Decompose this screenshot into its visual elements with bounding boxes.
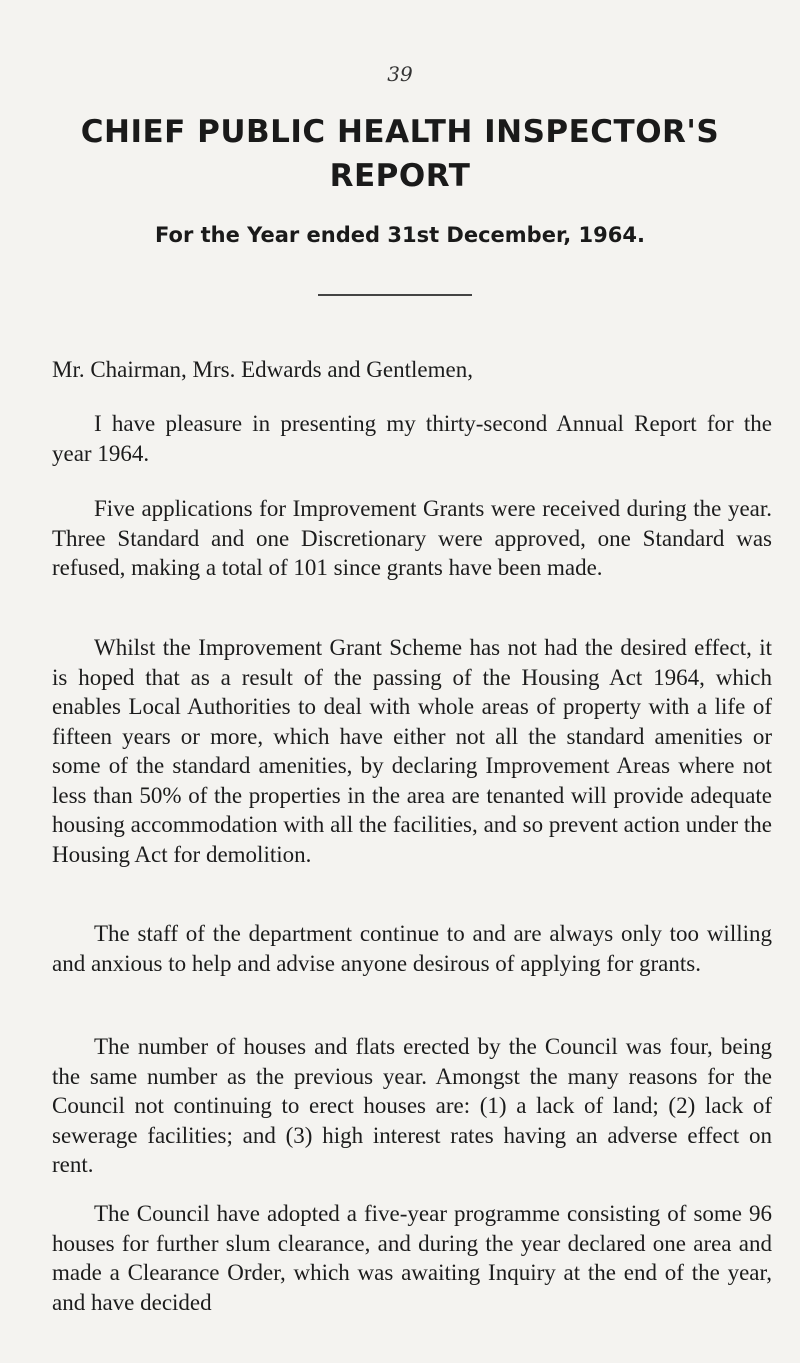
report-title-line-2: REPORT — [329, 158, 471, 194]
paragraph-department-staff: The staff of the department continue to and are always only too willing and anxious to help and advise anyone desirous of applying for grants. — [52, 921, 772, 976]
report-title-line-1: CHIEF PUBLIC HEALTH INSPECTOR'S — [80, 114, 720, 150]
paragraph-improvement-grants: Five applications for Improvement Grants were received during the year. Three Standard and one Discretionary were approved, one Standard was refused, making a total of 101 since grants have been made. — [52, 496, 772, 580]
paragraph-slum-clearance: The Council have adopted a five-year programme consisting of some 96 houses for further slum clearance, and during the year declared one area and made a Clearance Order, which was awaiting Inquiry at the end of the year, and have decided — [52, 1201, 772, 1315]
divider-rule — [318, 294, 472, 296]
paragraph-council-houses: The number of houses and flats erected by the Council was four, being the same number as the previous year. Amongst the many reasons for the Council not continuing to erect houses are: (1) a lack of land; (2) lack of sewerage facilities; and (3) high interest rates having an adverse effect on rent. — [52, 1034, 772, 1177]
paragraph-grant-scheme: Whilst the Improvement Grant Scheme has not had the desired effect, it is hoped that as a result of the passing of the Housing Act 1964, which enables Local Authorities to deal with whole areas of property with a life of fifteen years or more, which have either not all the standard amenities or some of the standard amenities, by declaring Improvement Areas where not less than 50% of the properties in the area are tenanted will provide adequate housing accommodation with all the facilities, and so prevent action under the Housing Act for demolition. — [52, 635, 772, 867]
page-number: 39 — [387, 62, 413, 86]
salutation: Mr. Chairman, Mrs. Edwards and Gentlemen, — [52, 357, 473, 382]
report-subtitle: For the Year ended 31st December, 1964. — [155, 223, 645, 247]
report-title — [40, 110, 760, 198]
paragraph-annual-report: I have pleasure in presenting my thirty-second Annual Report for the year 1964. — [52, 411, 772, 466]
